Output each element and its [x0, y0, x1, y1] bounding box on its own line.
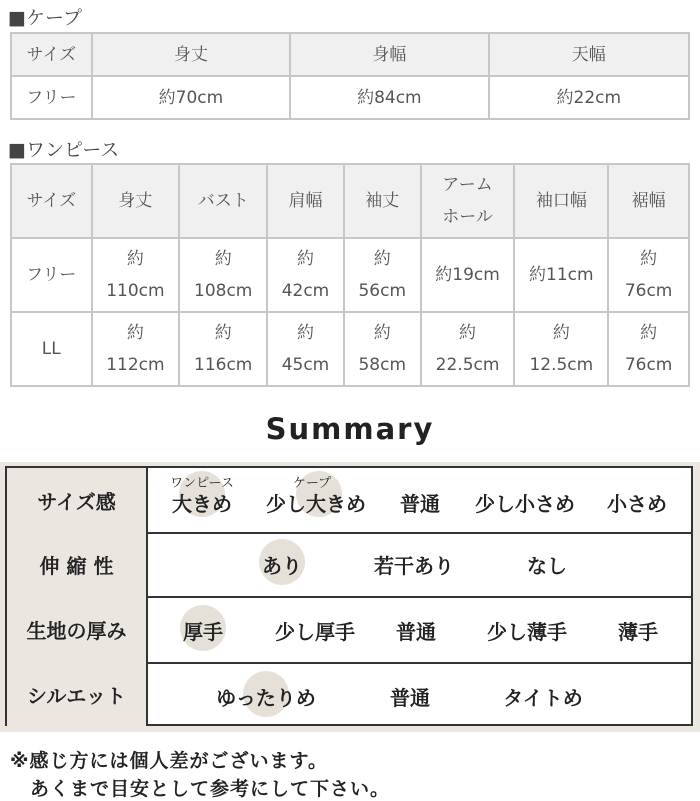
row-label: サイズ感	[7, 468, 148, 532]
table-row	[11, 312, 689, 386]
option-label: 薄手	[618, 620, 658, 644]
header-cell: 身丈	[92, 33, 290, 76]
summary-row-stretch	[7, 532, 691, 598]
option-label: タイトめ	[503, 686, 583, 710]
header-cell: 袖丈	[344, 164, 421, 238]
value-cell: 約 110cm	[92, 238, 180, 312]
option-label: 普通	[396, 620, 436, 644]
value-cell: 約 76cm	[608, 312, 689, 386]
value-cell: 約22cm	[489, 76, 689, 119]
size-cell: フリー	[11, 76, 92, 119]
cape-size-table	[10, 32, 690, 120]
option-label: 少し厚手	[275, 620, 355, 644]
summary-table	[5, 466, 693, 726]
option-label: 少し小さめ	[475, 492, 575, 516]
row-label: シルエット	[7, 662, 148, 726]
header-cell: アーム ホール	[421, 164, 515, 238]
value-cell: 約70cm	[92, 76, 290, 119]
table-header-row	[11, 164, 689, 238]
summary-row-silhouette	[7, 662, 691, 726]
option-label: 普通	[400, 492, 440, 516]
value-cell: 約84cm	[290, 76, 488, 119]
row-label: 伸 縮 性	[7, 532, 148, 596]
option-label: 大きめ	[172, 492, 232, 516]
note-line: ※感じ方には個人差がございます。	[10, 750, 328, 772]
header-cell: 身幅	[290, 33, 488, 76]
header-cell: 裾幅	[608, 164, 689, 238]
note-line: あくまで目安として参考にして下さい。	[30, 778, 391, 800]
table-header-row	[11, 33, 689, 76]
size-cell: LL	[11, 312, 92, 386]
dress-heading: ■ワンピース	[8, 139, 120, 161]
table-row	[11, 238, 689, 312]
option-label: 普通	[390, 686, 430, 710]
option-label: 少し大きめ	[266, 492, 366, 516]
value-cell: 約 42cm	[267, 238, 344, 312]
header-cell: 身丈	[92, 164, 180, 238]
header-cell: 肩幅	[267, 164, 344, 238]
row-label: 生地の厚み	[7, 596, 148, 662]
value-cell: 約 45cm	[267, 312, 344, 386]
cape-heading: ■ケープ	[8, 7, 83, 29]
value-cell: 約 108cm	[179, 238, 267, 312]
value-cell: 約 58cm	[344, 312, 421, 386]
header-cell: 袖口幅	[514, 164, 608, 238]
option-label: 小さめ	[607, 492, 667, 516]
size-cell: フリー	[11, 238, 92, 312]
option-label: 少し薄手	[487, 620, 567, 644]
summary-row-thickness	[7, 596, 691, 664]
value-cell: 約 56cm	[344, 238, 421, 312]
option-label: なし	[527, 554, 567, 578]
header-cell: バスト	[179, 164, 267, 238]
value-cell: 約 112cm	[92, 312, 180, 386]
marker-tag: ケープ	[292, 476, 332, 491]
value-cell: 約 116cm	[179, 312, 267, 386]
header-cell: サイズ	[11, 33, 92, 76]
value-cell: 約 22.5cm	[421, 312, 515, 386]
header-cell: サイズ	[11, 164, 92, 238]
option-label: 厚手	[183, 620, 223, 644]
header-cell: 天幅	[489, 33, 689, 76]
option-label: あり	[262, 554, 302, 578]
marker-tag: ワンピース	[170, 476, 234, 491]
table-row	[11, 76, 689, 119]
value-cell: 約11cm	[514, 238, 608, 312]
option-label: 若干あり	[374, 554, 454, 578]
value-cell: 約19cm	[421, 238, 515, 312]
dress-size-table	[10, 163, 690, 387]
value-cell: 約 76cm	[608, 238, 689, 312]
summary-row-size-feel	[7, 468, 691, 534]
value-cell: 約 12.5cm	[514, 312, 608, 386]
summary-title: Summary	[265, 412, 435, 446]
option-label: ゆったりめ	[216, 686, 316, 710]
